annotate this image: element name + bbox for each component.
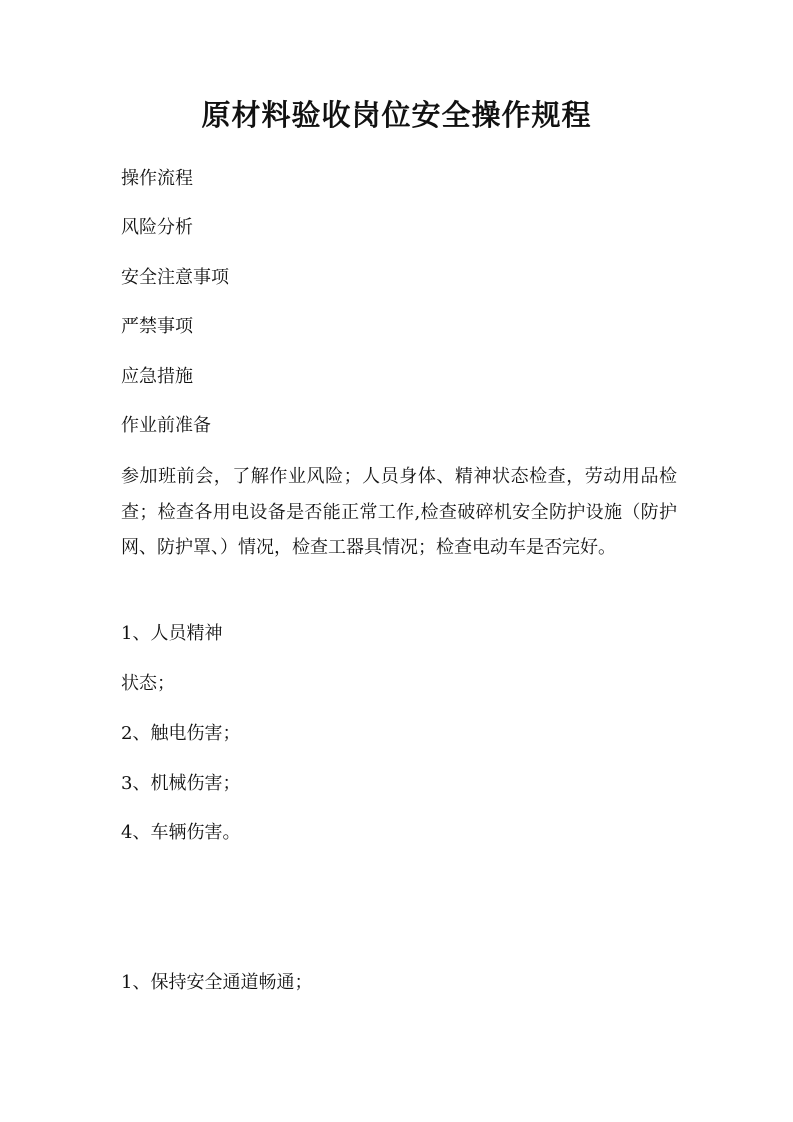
document-title: 原材料验收岗位安全操作规程	[201, 98, 592, 132]
section-heading-prohibitions: 严禁事项	[121, 316, 193, 337]
preparation-paragraph: 参加班前会，了解作业风险；人员身体、精神状态检查，劳动用品检查；检查各用电设备是否能正常工作,检查破碎机安全防护设施（防护网、防护罩、）情况，检查工器具情况；检查电动车是否完好。	[121, 466, 677, 558]
section-heading-risk-analysis: 风险分析	[121, 217, 193, 238]
section-heading-emergency-measures: 应急措施	[121, 366, 193, 387]
risk-item: 4、车辆伤害。	[121, 822, 241, 843]
risk-item: 状态；	[121, 673, 175, 694]
risk-item: 3、机械伤害；	[121, 773, 241, 794]
risk-item: 1、人员精神	[121, 623, 223, 644]
precaution-item: 1、保持安全通道畅通；	[121, 972, 313, 993]
section-heading-safety-notes: 安全注意事项	[121, 267, 229, 288]
section-heading-pre-work-preparation: 作业前准备	[121, 415, 211, 436]
risk-item: 2、触电伤害；	[121, 723, 241, 744]
section-heading-operation-flow: 操作流程	[121, 168, 193, 189]
